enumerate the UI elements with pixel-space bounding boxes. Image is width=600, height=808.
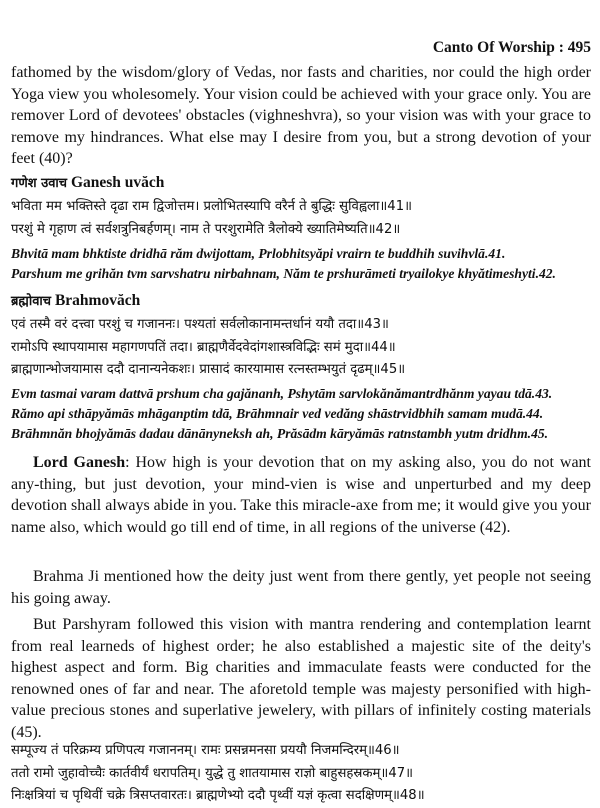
translit-block-2 — [11, 384, 591, 444]
paragraph-parshyram: But Parshyram followed this vision with mantra rendering and contemplation learnt from real learneds of highest order; he also established a majestic site of the deity's highest aspect and form. Big charities and immaculate feasts were conducted for the renowned ones of far and near. The aforetold temple was majesty personified with high-value precious stones and superlative jewelery, with pillars of infinitely costing materials (45). — [11, 616, 591, 741]
heading-brahmovach — [11, 290, 591, 313]
heading-latin: Brahmovăch — [54, 292, 141, 309]
paragraph-intro: fathomed by the wisdom/glory of Vedas, nor fasts and charities, nor could the high order Yoga view you wholesomely. Your vision could be achieved with your grace only. You are remover Lord of devotees' obstacles (vighneshvra), so your vision was with your grace to remove my hindrances. What else may I desire from you, but a strong devotion of your feet (40)? — [11, 64, 591, 167]
heading-ganesh-uvach — [11, 172, 591, 195]
translit-41: Bhvitā mam bhktiste dridhā răm dwijottam, Prlobhitsyăpi vrairn te buddhih suvihvlā.41. — [11, 246, 506, 261]
verse-block-1 — [11, 196, 591, 241]
translit-44: Rămo api sthāpyămās mhāganptim tdā, Brāhmnair ved vedăng shāstrvidbhih samam mudā.44. — [11, 406, 544, 421]
speaker-label: Lord Ganesh — [33, 454, 126, 471]
heading-devanagari: ब्रह्मोवाच — [11, 294, 52, 309]
translit-45: Brāhmnăn bhojyămās dadau dānānyneksh ah, Prăsādm kāryămās ratnstambh yutm dridhm.45. — [11, 426, 549, 441]
verse-42: परशुं मे गृहाण त्वं सर्वशत्रुनिबर्हणम्। नाम ते परशुरामेति त्रैलोक्ये ख्यातिमेष्यति॥42॥ — [11, 221, 401, 237]
paragraph-lord-ganesh — [11, 452, 591, 538]
verse-block-3 — [11, 740, 591, 808]
verse-47: ततो रामो जुहावोच्चैः कार्तवीर्यं धरापतिम्। युद्धे तु शातयामास राज्ञो बाहुसहस्रकम्॥47॥ — [11, 765, 413, 781]
heading-devanagari: गणेश उवाच — [11, 176, 68, 191]
translit-43: Evm tasmai varam dattvā prshum cha gajănanh, Pshytām sarvlokănămantrdhănm yayau tdā.43. — [11, 386, 553, 401]
translit-42: Parshum me grihăn tvm sarvshatru nirbahnam, Năm te prshurāmeti tryailokye khyătimeshyti.42. — [11, 266, 556, 281]
verse-45: ब्राह्मणान्भोजयामास ददौ दानान्यनेकशः। प्रासादं कारयामास रत्नस्तम्भयुतं दृढम्॥45॥ — [11, 362, 406, 377]
verse-46: सम्पूज्य तं परिक्रम्य प्रणिपत्य गजाननम्। रामः प्रसन्नमनसा प्रययौ निजमन्दिरम्॥46॥ — [11, 743, 400, 758]
paragraph-brahma: Brahma Ji mentioned how the deity just went from there gently, yet people not seeing his going away. — [11, 568, 591, 607]
verse-48: निःक्षत्रियां च पृथिवीं चक्रे त्रिसप्तवारतः। ब्राह्मणेभ्यो ददौ पृथ्वीं यज्ञं कृत्वा सदक्षिणम्॥48॥ — [11, 788, 425, 803]
speaker-text: : How high is your devotion that on my asking also, you do not want any-thing, but just devotion, your mind-vien is wise and unperturbed and my deep devotion shall always abide in you. Take this miracle-axe from me; it would give you your name also, which would go till end of time, in all regions of the universe (42). — [11, 454, 591, 536]
translit-block-1 — [11, 244, 591, 284]
verse-41: भविता मम भक्तिस्ते दृढा राम द्विजोत्तम। प्रलोभितस्यापि वरैर्न ते बुद्धिः सुविह्वला॥41॥ — [11, 199, 412, 214]
verse-44: रामोऽपि स्थापयामास महागणपतिं तदा। ब्राह्मणैर्वेदवेदांगशास्त्रविद्भिः समं मुदा॥44॥ — [11, 339, 396, 355]
heading-latin: Ganesh uvăch — [70, 174, 165, 191]
verse-43: एवं तस्मै वरं दत्त्वा परशुं च गजाननः। पश्यतां सर्वलोकानामन्तर्धानं ययौ तदा॥43॥ — [11, 317, 389, 332]
running-header: Canto Of Worship : 495 — [432, 39, 591, 56]
verse-block-2 — [11, 314, 591, 382]
